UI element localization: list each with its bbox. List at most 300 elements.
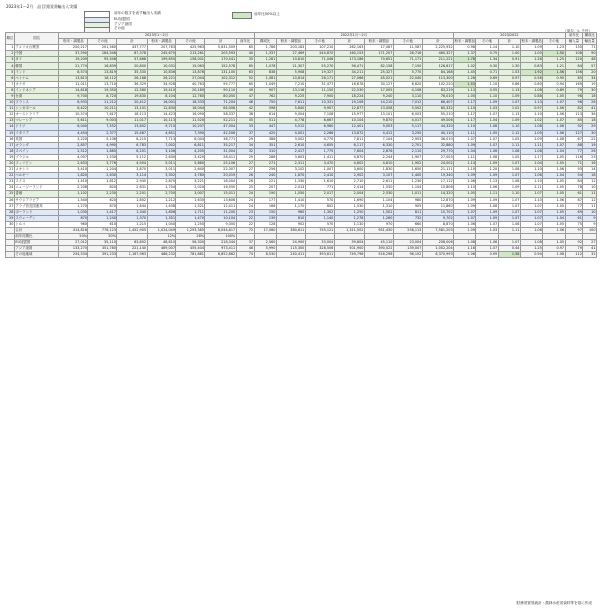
row-cell: 781,681 (176, 252, 205, 258)
row-cell: 190 (254, 191, 276, 197)
row-cell: 13,819 (88, 69, 117, 75)
row-cell: 1.06 (476, 148, 498, 154)
row-cell: 1,078 (254, 63, 276, 69)
unit-label: （単位：t, 千円） (563, 29, 592, 33)
row-cell: 1.07 (498, 240, 520, 246)
row-cell: 286 (254, 154, 276, 160)
row-cell: 3,410 (59, 167, 88, 173)
row-cell: 40 (236, 51, 254, 57)
row-cell: 116 (565, 154, 583, 160)
row-cell: 1.05 (498, 154, 520, 160)
row-cell: 12% (147, 234, 176, 240)
row-cell: 1,337 (254, 51, 276, 57)
row-rank: 10 (6, 100, 15, 106)
row-cell: 1.11 (520, 142, 542, 148)
row-cell: 1.05 (454, 191, 476, 197)
sub-c7: 輸出量 (584, 39, 595, 44)
row-country: アメリカ合衆国 (14, 45, 59, 51)
row-cell: 1.05 (543, 209, 565, 215)
row-cell: 1.06 (543, 130, 565, 136)
row-cell: 18,113 (117, 112, 147, 118)
row-cell: 26,221 (147, 75, 176, 81)
row-cell: 4,602 (334, 160, 364, 166)
row-cell: 12 (583, 197, 597, 203)
row-cell: 2,512 (59, 148, 88, 154)
row-cell: 1.21 (543, 63, 565, 69)
row-cell: 12,870 (422, 197, 453, 203)
row-cell: 60 (236, 81, 254, 87)
row-cell: 54 (565, 173, 583, 179)
row-rank: 22 (6, 173, 15, 179)
row-cell: 12 (583, 179, 597, 185)
row-cell: 36,010 (422, 136, 453, 142)
row-cell: 9 (583, 221, 597, 227)
row-cell: 1,330 (276, 179, 305, 185)
row-rank: 4 (6, 63, 15, 69)
row-cell: 9,225 (276, 93, 305, 99)
row-cell: 7,617 (88, 112, 117, 118)
row-cell: 1.53 (454, 81, 476, 87)
row-cell: 1,711 (176, 209, 205, 215)
row-cell: 100 (583, 228, 597, 234)
row-cell: 1.07 (498, 173, 520, 179)
row-cell: 9,870 (364, 118, 393, 124)
row-cell: 14,210 (364, 100, 393, 106)
row-cell: 6,117 (334, 142, 364, 148)
row-cell: 328,506 (305, 246, 334, 252)
row-cell: 614 (254, 112, 276, 118)
row-cell: 1.09 (498, 118, 520, 124)
row-cell: 7,150 (393, 63, 422, 69)
row-country: 合計 (14, 228, 59, 234)
row-cell: 23 (583, 154, 597, 160)
row-rank: 15 (6, 130, 15, 136)
row-cell: 1.06 (543, 228, 565, 234)
row-cell: 21,307 (276, 63, 305, 69)
row-cell: 1,050 (276, 191, 305, 197)
row-cell: 10,836 (147, 69, 176, 75)
total-row (6, 252, 597, 258)
row-cell: 79 (565, 246, 583, 252)
row-country: アジア諸国 (14, 246, 59, 252)
row-cell: 14,320 (422, 191, 453, 197)
row-cell: 24 (236, 203, 254, 209)
row-cell: 6,783 (117, 142, 147, 148)
row-cell: 57 (583, 63, 597, 69)
row-cell: 12,401 (334, 124, 364, 130)
row-cell: 34,211 (334, 69, 364, 75)
row-cell: 2,611 (364, 179, 393, 185)
row-cell: 4,454 (59, 130, 88, 136)
row-cell: 1.02 (454, 63, 476, 69)
row-cell: 11,011 (59, 81, 88, 87)
row-cell: 11,200 (205, 209, 236, 215)
row-cell: 31,477 (305, 81, 334, 87)
row-cell: 2,020 (176, 185, 205, 191)
row-cell: 1,351 (147, 215, 176, 221)
row-cell: 71,204 (205, 100, 236, 106)
row-cell: 1,311,502 (334, 228, 364, 234)
row-cell: 5,106 (88, 136, 117, 142)
row-cell: 128 (254, 221, 276, 227)
row-cell: 386 (254, 136, 276, 142)
row-country: シンガポール (14, 106, 59, 112)
row-cell: 1.08 (520, 228, 542, 234)
row-cell: 1.07 (476, 246, 498, 252)
row-cell: 8,574 (59, 69, 88, 75)
sub-c3: 計 (498, 39, 520, 45)
row-cell: 5,117 (393, 124, 422, 130)
row-cell: 41 (583, 106, 597, 112)
row-cell: 1,370 (117, 215, 147, 221)
row-cell: 1.04 (454, 148, 476, 154)
row-cell: 166 (254, 203, 276, 209)
row-cell: 9,240 (364, 93, 393, 99)
row-cell: 1,170 (276, 203, 305, 209)
row-cell: 30 (583, 87, 597, 93)
row-rank: 20 (6, 160, 15, 166)
row-cell: 1,167,963 (117, 252, 147, 258)
row-cell: 1.07 (520, 215, 542, 221)
row-cell: 1.09 (476, 209, 498, 215)
row-cell: 1.05 (543, 191, 565, 197)
row-cell: 56,300 (176, 240, 205, 246)
row-cell: 34 (583, 75, 597, 81)
row-cell: 1.08 (498, 148, 520, 154)
row-cell: 2,610 (276, 142, 305, 148)
row-cell: 4,007 (59, 154, 88, 160)
row-cell: 271 (254, 160, 276, 166)
row-cell: 1.07 (454, 136, 476, 142)
row-cell: 1.08 (520, 240, 542, 246)
row-cell: 90 (583, 51, 597, 57)
row-cell: 0.30 (476, 63, 498, 69)
row-cell: 1.06 (454, 252, 476, 258)
row-cell: 1.13 (476, 179, 498, 185)
row-cell: 14,818 (59, 87, 88, 93)
row-cell: 199,650 (147, 57, 176, 63)
row-cell: 221 (254, 179, 276, 185)
row-cell: 1.09 (476, 215, 498, 221)
row-cell: 1.08 (543, 136, 565, 142)
row-cell: 951,430 (364, 228, 393, 234)
sub-b4: 粉末・調製品 (364, 39, 393, 45)
row-cell: 70,651 (364, 57, 393, 63)
row-cell: 98 (565, 93, 583, 99)
row-cell: 1,650 (393, 167, 422, 173)
row-rank: 21 (6, 167, 15, 173)
row-cell: 19,350 (88, 87, 117, 93)
row-cell: 26 (236, 173, 254, 179)
row-cell: 244,870 (305, 51, 334, 57)
row-cell: 1.09 (498, 185, 520, 191)
row-cell: 1,104 (393, 185, 422, 191)
row-cell: 1.10 (454, 124, 476, 130)
row-cell: 1.05 (543, 93, 565, 99)
row-cell: 29 (236, 154, 254, 160)
row-rank: 14 (6, 124, 15, 130)
row-cell: 0.55 (476, 87, 498, 93)
row-cell: 1,630 (176, 197, 205, 203)
row-country: ブラジル (14, 154, 59, 160)
row-cell: 1.17 (454, 112, 476, 118)
row-cell: 56,471 (334, 63, 364, 69)
row-cell: 820 (88, 185, 117, 191)
row-cell: 23 (236, 209, 254, 215)
row-cell: 19,340 (422, 173, 453, 179)
row-cell: 207 (254, 185, 276, 191)
row-cell: 1.05 (543, 154, 565, 160)
row-country: フィリピン (14, 160, 59, 166)
row-cell: 5,512 (276, 124, 305, 130)
row-cell: 90,110 (205, 87, 236, 93)
row-cell: 13,710 (88, 81, 117, 87)
row-cell: 1.05 (476, 130, 498, 136)
row-cell: 23,004 (393, 240, 422, 246)
row-cell: 1.13 (520, 100, 542, 106)
row-cell: 7,012 (393, 100, 422, 106)
row-cell: 9 (583, 215, 597, 221)
row-cell: 7,611 (276, 100, 305, 106)
row-cell: 1.07 (520, 209, 542, 215)
row-cell: 620 (88, 197, 117, 203)
row-cell: 7,811 (334, 136, 364, 142)
row-cell: 158,001 (176, 57, 205, 63)
row-cell: 10,113 (147, 118, 176, 124)
row-cell: 1.05 (543, 179, 565, 185)
row-cell: 13,116 (276, 87, 305, 93)
row-cell: 7,210 (276, 81, 305, 87)
row-cell: 1.08 (520, 124, 542, 130)
row-cell: 10,702 (422, 209, 453, 215)
row-cell: 0.94 (543, 81, 565, 87)
row-cell: 18,333 (176, 100, 205, 106)
row-cell: 1.17 (454, 100, 476, 106)
row-cell: 1,212 (147, 197, 176, 203)
row-cell: 7,552 (88, 124, 117, 130)
legend-label-1: EU加盟国 (114, 17, 130, 21)
row-cell: 13,008 (364, 106, 393, 112)
row-cell: 6,980 (305, 124, 334, 130)
row-cell: 1,400 (393, 173, 422, 179)
row-cell: 42 (236, 106, 254, 112)
row-country: 韓国 (14, 63, 59, 69)
row-rank: 28 (6, 209, 15, 215)
row-cell: 38 (236, 112, 254, 118)
row-cell: 1.06 (454, 179, 476, 185)
row-cell: 9,710 (147, 124, 176, 130)
sub-a4: 粉末・調製品 (147, 39, 176, 45)
row-cell: 1,040 (147, 221, 176, 227)
row-rank: 2 (6, 51, 15, 57)
row-cell: 2,017 (305, 191, 334, 197)
row-cell: 1.07 (498, 203, 520, 209)
row-cell: 1.08 (454, 240, 476, 246)
row-cell: 970 (364, 221, 393, 227)
row-cell: 0.97 (520, 106, 542, 112)
row-cell: 20,800 (117, 63, 147, 69)
row-cell: 92 (565, 124, 583, 130)
row-cell: 13,813 (59, 75, 88, 81)
row-cell: 13,101 (364, 112, 393, 118)
row-cell: 11,017 (117, 118, 147, 124)
row-cell: 2,940 (117, 179, 147, 185)
row-cell: 0.97 (543, 246, 565, 252)
row-cell: 26 (583, 148, 597, 154)
row-cell: 139,007 (393, 246, 422, 252)
row-cell: 1.06 (543, 112, 565, 118)
row-cell: 9,003 (364, 124, 393, 130)
row-cell: 1.13 (454, 87, 476, 93)
row-cell: 351 (254, 142, 276, 148)
col-ratio: 前年比 (565, 33, 583, 39)
row-cell: 47,004 (205, 124, 236, 130)
row-cell: 3,470 (305, 160, 334, 166)
row-cell: 45,110 (364, 240, 393, 246)
row-cell: 5,990 (254, 246, 276, 252)
row-cell: 6,330 (364, 142, 393, 148)
row-cell: 46 (236, 100, 254, 106)
row-cell: 11,520 (176, 118, 205, 124)
row-cell: 9,907 (305, 106, 334, 112)
row-cell: 425,963 (176, 45, 205, 51)
row-rank: 26 (6, 197, 15, 203)
row-cell: 1.07 (476, 136, 498, 142)
row-cell: 3,221 (176, 179, 205, 185)
row-country: 台湾 (14, 93, 59, 99)
row-cell: 1.06 (543, 197, 565, 203)
row-cell: 2,311 (276, 160, 305, 166)
row-cell: 18 (583, 118, 597, 124)
row-cell: 71,046 (305, 57, 334, 63)
row-cell: 570 (305, 197, 334, 203)
row-country: マレーシア (14, 118, 59, 124)
row-cell: 1.05 (543, 240, 565, 246)
row-cell: 25,327 (364, 69, 393, 75)
row-cell: 245,670 (147, 51, 176, 57)
row-cell: 50% (88, 234, 117, 240)
row-cell: 811 (393, 209, 422, 215)
row-cell: 1.25 (543, 57, 565, 63)
row-cell: 7,713 (147, 136, 176, 142)
col-group-2023: 2023年1～2月 (59, 33, 254, 39)
row-cell: 5,611 (59, 118, 88, 124)
row-cell: 1.11 (476, 191, 498, 197)
row-cell: 16,090 (176, 112, 205, 118)
row-cell: 1,644 (117, 203, 147, 209)
row-cell: 18,112 (88, 75, 117, 81)
row-cell: 5,660 (176, 160, 205, 166)
row-cell: 516,298 (364, 252, 393, 258)
row-cell: 27 (583, 240, 597, 246)
row-cell: 69 (565, 209, 583, 215)
row-cell: 3,220 (59, 136, 88, 142)
row-cell: 11,587 (393, 45, 422, 51)
row-cell: 1,140 (305, 215, 334, 221)
row-cell: 420 (254, 130, 276, 136)
row-cell: 15,487 (117, 130, 147, 136)
row-cell: 1.11 (520, 185, 542, 191)
row-cell: 870 (59, 215, 88, 221)
row-cell: 1.09 (454, 173, 476, 179)
row-rank: 16 (6, 136, 15, 142)
row-cell: 1.07 (498, 215, 520, 221)
row-cell: 8,870 (422, 221, 453, 227)
row-cell: 1.07 (476, 112, 498, 118)
sub-b0: 構成比 (254, 39, 276, 45)
row-cell: 1.11 (498, 142, 520, 148)
row-cell: 980 (393, 197, 422, 203)
table-body (6, 45, 597, 228)
row-cell: 1,104 (364, 197, 393, 203)
row-cell: 10 (583, 209, 597, 215)
row-cell: 2,630 (147, 154, 176, 160)
row-cell: 33,004 (305, 240, 334, 246)
row-cell: 1,802 (117, 197, 147, 203)
row-cell: 8,044 (176, 136, 205, 142)
row-cell: 29 (583, 124, 597, 130)
row-cell: 0.69 (476, 75, 498, 81)
row-cell: 49,006 (422, 118, 453, 124)
row-cell: 0.98 (454, 45, 476, 51)
row-cell: 1,049 (254, 81, 276, 87)
row-cell: 1.07 (520, 203, 542, 209)
row-cell: 1,540 (59, 197, 88, 203)
row-cell: 16,044 (176, 106, 205, 112)
row-cell: 771 (305, 185, 334, 191)
row-cell: 87 (565, 197, 583, 203)
row-cell: 1,278 (334, 215, 364, 221)
row-cell: 1.09 (520, 136, 542, 142)
row-cell: 1,260 (364, 215, 393, 221)
row-cell: 2,530 (364, 191, 393, 197)
row-cell: 22 (236, 221, 254, 227)
row-cell: 22,307 (205, 167, 236, 173)
row-country: スペイン (14, 148, 59, 154)
row-cell: 3,603 (276, 154, 305, 160)
row-cell: 732 (393, 215, 422, 221)
row-cell: 85 (565, 118, 583, 124)
row-cell: 0.99 (476, 252, 498, 258)
row-cell: 1.13 (498, 87, 520, 93)
row-cell: 1.06 (543, 106, 565, 112)
row-cell: 4,651 (147, 130, 176, 136)
row-cell: 93 (565, 167, 583, 173)
row-cell: 1.09 (476, 173, 498, 179)
row-cell: 4,108 (393, 87, 422, 93)
sub-a7: 前年比 (236, 39, 254, 45)
row-cell: 29 (236, 136, 254, 142)
row-cell: 1,204 (88, 167, 117, 173)
row-cell: 6,003 (393, 112, 422, 118)
row-cell: 24,002 (422, 160, 453, 166)
row-cell: 393,611 (305, 252, 334, 258)
row-rank: 23 (6, 179, 15, 185)
row-cell: 84,168 (422, 69, 453, 75)
row-cell: 8,530 (254, 252, 276, 258)
row-cell: 749,798 (334, 252, 364, 258)
row-cell: 17,112 (422, 179, 453, 185)
row-cell: 135 (565, 45, 583, 51)
row-cell: 48 (583, 57, 597, 63)
row-rank: 9 (6, 93, 15, 99)
row-cell: 201,560 (88, 45, 117, 51)
row-country: オーストラリア (14, 112, 59, 118)
row-cell: 12,760 (176, 93, 205, 99)
row-rank: 7 (6, 81, 15, 87)
row-cell: 0.97 (498, 75, 520, 81)
row-cell: 1.10 (520, 179, 542, 185)
